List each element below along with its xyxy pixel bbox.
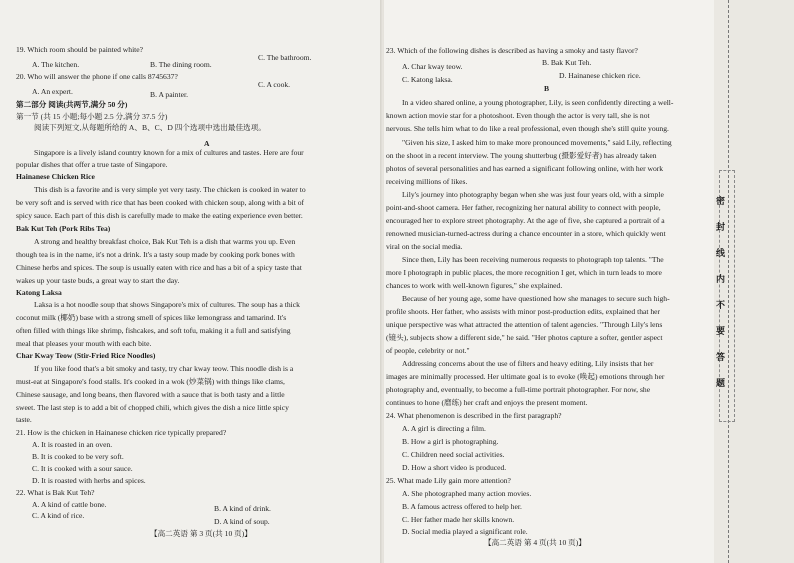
dish2-line-3: Chinese herbs and spices. The soup is usually eaten with rice and has a bit of a spicy taste that: [16, 263, 302, 272]
q20-stem: 20. Who will answer the phone if one calls 8745637?: [16, 72, 178, 81]
q21-option-d: D. It is roasted with herbs and spices.: [32, 476, 146, 485]
dish2-line-4: wakes up your taste buds, a great way to start the day.: [16, 276, 180, 285]
seal-char-3: 线: [716, 248, 726, 258]
para3-line-3: encouraged her to explore street photography. At the age of five, she captured a portrait of a: [386, 216, 665, 225]
q22-stem: 22. What is Bak Kut Teh?: [16, 488, 95, 497]
para1-line-3: nervous. She tells him what to do like a real professional, even though she's still quite young.: [386, 124, 669, 133]
q22-option-a: A. A kind of cattle bone.: [32, 500, 107, 509]
para3-line-2: point-and-shoot camera. Her father, recognizing her natural ability to connect with people,: [386, 203, 661, 212]
para1-line-1: In a video shared online, a young photographer, Lily, is seen confidently directing a well-: [402, 98, 674, 107]
q22-option-c: C. A kind of rice.: [32, 511, 85, 520]
q22-option-d: D. A kind of soup.: [214, 517, 270, 526]
q19-option-c: C. The bathroom.: [258, 53, 312, 62]
reading-instruction: 阅读下列短文,从每题所给的 A、B、C、D 四个选项中选出最佳选项。: [34, 123, 266, 132]
para5-line-2: profile shoots. Her father, who assists with minor post-production edits, explained that her: [386, 307, 661, 316]
dish4-line-4: sweet. The last step is to add a bit of chopped chili, which gives the dish a nice little spicy: [16, 403, 289, 412]
dish2-title: Bak Kut Teh (Pork Ribs Tea): [16, 224, 111, 233]
seal-char-8: 题: [716, 378, 726, 388]
q23-option-b: B. Bak Kut Teh.: [542, 58, 592, 67]
q19-stem: 19. Which room should be painted white?: [16, 45, 144, 54]
q23-option-a: A. Char kway teow.: [402, 62, 463, 71]
q20-option-b: B. A painter.: [150, 90, 188, 99]
para5-line-4: (镜头), subjects show a different side," he said. "Her photos capture a softer, gentler aspect: [386, 333, 663, 342]
para3-line-1: Lily's journey into photography began when she was just four years old, with a simple: [402, 190, 664, 199]
intro-line-2: popular dishes that offer a true taste of Singapore.: [16, 160, 168, 169]
dish3-line-1: Laksa is a hot noodle soup that shows Singapore's mix of cultures. The soup has a thick: [34, 300, 300, 309]
q24-option-a: A. A girl is directing a film.: [402, 424, 486, 433]
binding-strip: [714, 0, 794, 563]
para2-line-4: receiving millions of likes.: [386, 177, 468, 186]
dish4-title: Char Kway Teow (Stir-Fried Rice Noodles): [16, 351, 156, 360]
q23-option-d: D. Hainanese chicken rice.: [559, 71, 641, 80]
para1-line-2: known action movie star for a photoshoot. Even though the actor is very tall, she is not: [386, 111, 650, 120]
q25-option-a: A. She photographed many action movies.: [402, 489, 532, 498]
right-page: [384, 0, 714, 563]
left-page: [0, 0, 384, 563]
part2-heading: 第二部分 阅读(共两节,满分 50 分): [16, 100, 128, 109]
dish1-line-3: spicy sauce. Each part of this dish is carefully made to make the eating experience even better.: [16, 211, 303, 220]
para3-line-4: renowned musician-turned-actress during a chance encounter in a store, which quickly went: [386, 229, 666, 238]
dish3-line-2: coconut milk (椰奶) base with a strong smell of spices like lemongrass and tamarind. It's: [16, 313, 287, 322]
para5-line-3: unique perspective was what attracted the attention of talent agencies. "Through Lily's lens: [386, 320, 663, 329]
intro-line-1: Singapore is a lively island country known for a mix of cultures and tastes. Here are four: [34, 148, 304, 157]
seal-char-2: 封: [716, 222, 726, 232]
dish3-line-3: often filled with things like shrimp, fishcakes, and soft tofu, making it a full and satisfying: [16, 326, 291, 335]
dish1-line-1: This dish is a favorite and is very simple yet very tasty. The chicken is cooked in water to: [34, 185, 306, 194]
para5-line-1: Because of her young age, some have questioned how she manages to secure such high-: [402, 294, 670, 303]
right-page-footer: 【高二英语 第 4 页(共 10 页)】: [484, 538, 586, 547]
q20-option-c: C. A cook.: [258, 80, 291, 89]
dish2-line-1: A strong and healthy breakfast choice, Bak Kut Teh is a dish that warms you up. Even: [34, 237, 296, 246]
dish3-title: Katong Laksa: [16, 288, 62, 297]
q25-option-b: B. A famous actress offered to help her.: [402, 502, 522, 511]
para6-line-4: continues to hone (磨练) her craft and enjoys the present moment.: [386, 398, 588, 407]
passage-b-letter: B: [544, 84, 550, 93]
q25-option-c: C. Her father made her skills known.: [402, 515, 515, 524]
q24-option-c: C. Children need social activities.: [402, 450, 505, 459]
dish4-line-1: If you like food that's a bit smoky and tasty, try char kway teow. This noodle dish is a: [34, 364, 294, 373]
para4-line-1: Since then, Lily has been receiving numerous requests to photograph top talents. "The: [402, 255, 664, 264]
q21-option-b: B. It is cooked to be very soft.: [32, 452, 124, 461]
q25-stem: 25. What made Lily gain more attention?: [386, 476, 511, 485]
para6-line-1: Addressing concerns about the use of filters and heavy editing, Lily insists that her: [402, 359, 654, 368]
seal-char-5: 不: [716, 300, 726, 310]
q23-option-c: C. Katong laksa.: [402, 75, 453, 84]
q21-option-c: C. It is cooked with a sour sauce.: [32, 464, 133, 473]
q21-option-a: A. It is roasted in an oven.: [32, 440, 113, 449]
para6-line-3: photography and, eventually, to become a full-time portrait photographer. For now, she: [386, 385, 651, 394]
q19-option-a: A. The kitchen.: [32, 60, 80, 69]
para3-line-5: viral on the social media.: [386, 242, 463, 251]
seal-char-7: 答: [716, 352, 726, 362]
q23-stem: 23. Which of the following dishes is described as having a smoky and tasty flavor?: [386, 46, 638, 55]
q21-stem: 21. How is the chicken in Hainanese chicken rice typically prepared?: [16, 428, 227, 437]
para5-line-5: of people, celebrity or not.": [386, 346, 470, 355]
q24-stem: 24. What phenomenon is described in the first paragraph?: [386, 411, 562, 420]
section1-heading: 第一节 (共 15 小题;每小题 2.5 分,满分 37.5 分): [16, 112, 168, 121]
q24-option-b: B. How a girl is photographing.: [402, 437, 499, 446]
dish4-line-5: taste.: [16, 415, 32, 424]
q19-option-b: B. The dining room.: [150, 60, 212, 69]
q22-option-b: B. A kind of drink.: [214, 504, 271, 513]
para6-line-2: images are minimally processed. Her ultimate goal is to evoke (唤起) emotions through her: [386, 372, 665, 381]
para4-line-2: more I photograph in public places, the more recognition I get, which in turn leads to more: [386, 268, 662, 277]
q20-option-a: A. An expert.: [32, 87, 73, 96]
dish1-title: Hainanese Chicken Rice: [16, 172, 95, 181]
para4-line-3: chances to work with well-known figures," she explained.: [386, 281, 563, 290]
seal-char-6: 要: [716, 326, 726, 336]
para2-line-1: "Given his size, I asked him to make more pronounced movements," said Lily, reflecting: [402, 138, 672, 147]
dish3-line-4: meal that pleases your mouth with each bite.: [16, 339, 152, 348]
dish4-line-3: Chinese sausage, and long beans, then flavored with a sauce that is both tasty and a little: [16, 390, 285, 399]
left-page-footer: 【高二英语 第 3 页(共 10 页)】: [150, 529, 252, 538]
q25-option-d: D. Social media played a significant role.: [402, 527, 528, 536]
seal-char-1: 密: [716, 196, 726, 206]
q24-option-d: D. How a short video is produced.: [402, 463, 507, 472]
dish1-line-2: be very soft and is served with rice that has been cooked with chicken soup, along with a bit of: [16, 198, 305, 207]
seal-char-4: 内: [716, 274, 726, 284]
dish2-line-2: though tea is in the name, it's not a drink. It's a tasty soup made by cooking pork bones with: [16, 250, 295, 259]
para2-line-3: photos of several personalities and has earned a significant following online, with her work: [386, 164, 664, 173]
dish4-line-2: must-eat at Singapore's food stalls. It's cooked in a wok (炒菜锅) with things like clams,: [16, 377, 285, 386]
passage-a-letter: A: [204, 139, 210, 148]
para2-line-2: on the shoot in a recent interview. The young shutterbug (摄影爱好者) has already taken: [386, 151, 657, 160]
